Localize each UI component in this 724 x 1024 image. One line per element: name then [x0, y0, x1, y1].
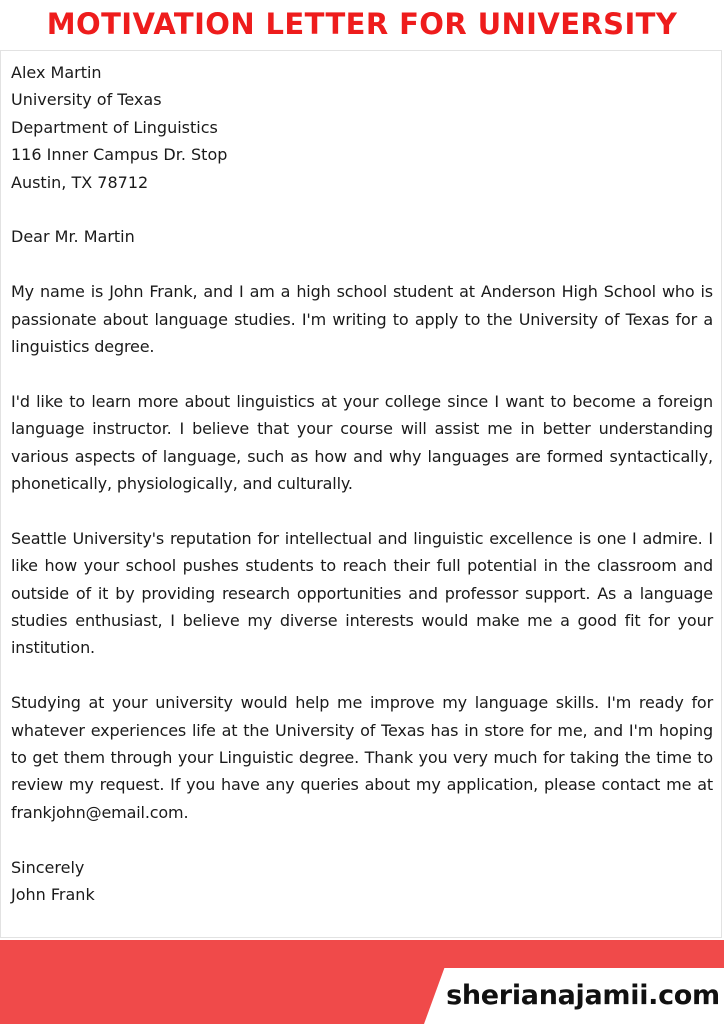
salutation: Dear Mr. Martin	[11, 227, 135, 247]
letter-paragraph: Seattle University's reputation for intellectual and linguistic excellence is one I admire. I like how your school pushes students to reach their full potential in the classroom and outside of it by providing research opportunities and professor support. As a language studies enthusiast, I believe my diverse interests would make me a good fit for your institution.	[11, 528, 713, 658]
signature-name: John Frank	[11, 885, 95, 905]
letter-paragraph: I'd like to learn more about linguistics at your college since I want to become a foreign language instructor. I believe that your course will assist me in better understanding various aspects of language, such as how and why languages are formed syntactically, phonetically, physiologically, and culturally.	[11, 391, 713, 494]
address-line: Alex Martin	[11, 63, 102, 82]
footer-brand[interactable]: sherianajamii.com	[446, 980, 720, 1011]
letter-paragraph: My name is John Frank, and I am a high school student at Anderson High School who is passionate about language studies. I'm writing to apply to the University of Texas for a linguistics degree.	[11, 282, 713, 357]
recipient-address	[11, 59, 713, 196]
page-title: MOTIVATION LETTER FOR UNIVERSITY	[46, 7, 678, 41]
address-line: University of Texas	[11, 90, 162, 110]
letter-body	[11, 59, 713, 909]
closing: Sincerely	[11, 857, 85, 877]
address-line: 116 Inner Campus Dr. Stop	[11, 145, 228, 165]
letter-paragraph: Studying at your university would help me improve my language skills. I'm ready for whatever experiences life at the University of Texas has in store for me, and I'm hoping to get them through your Linguistic degree. Thank you very much for taking the time to review my request. If you have any queries about my application, please contact me at frankjohn@email.com.	[11, 693, 713, 822]
address-line: Austin, TX 78712	[11, 172, 149, 192]
address-line: Department of Linguistics	[11, 117, 218, 137]
